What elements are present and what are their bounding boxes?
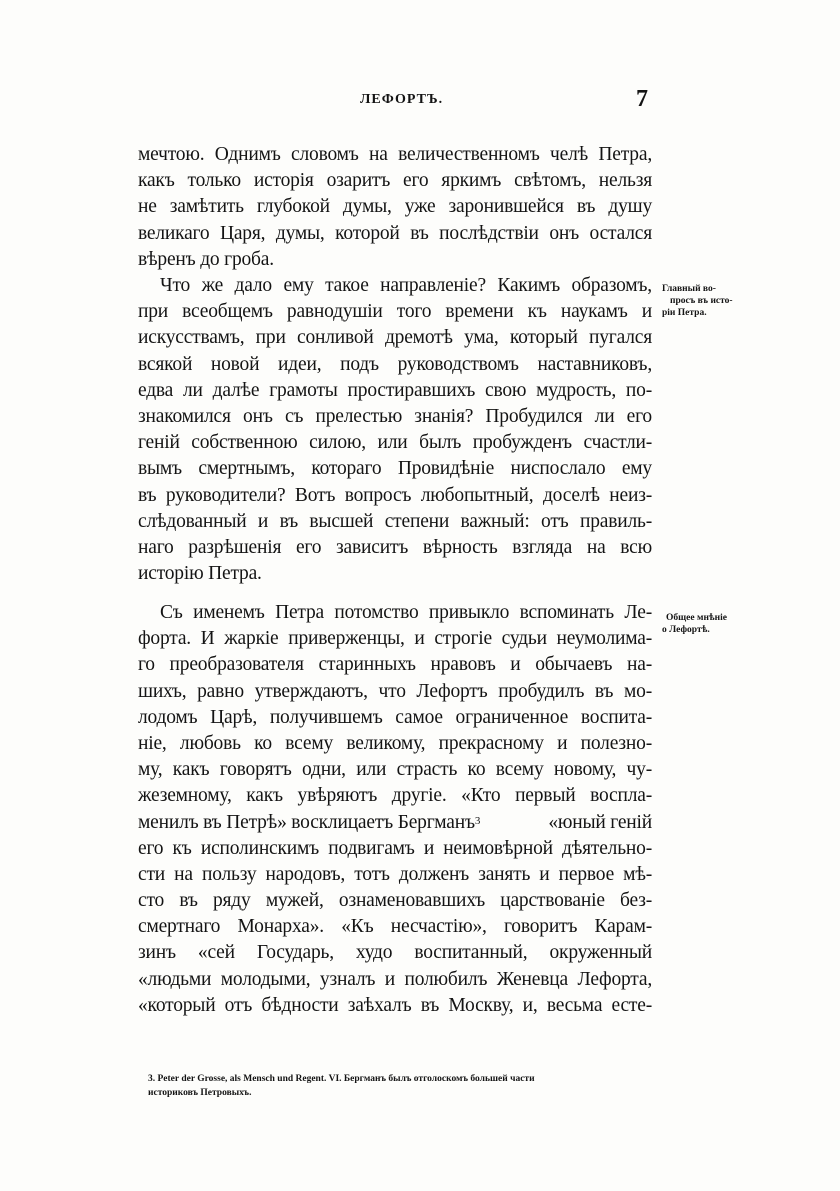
text-line: му, какъ говорятъ одни, или страсть ко всему новому, чу- xyxy=(138,759,652,781)
margin-note-main-question xyxy=(662,283,772,319)
text-line: сти на пользу народовъ, тотъ долженъ занять и первое мѣ- xyxy=(138,863,652,885)
margin-note-line: просъ въ исто- xyxy=(670,296,733,306)
text-line: вымъ смертнымъ, котораго Провидѣніе ниспослало ему xyxy=(138,458,652,480)
text-line: при всеобщемъ равнодушіи того времени къ наукамъ и xyxy=(138,301,652,323)
margin-note-line: Главный во- xyxy=(662,284,716,294)
footnote-reference: 3 xyxy=(474,814,481,827)
running-header: ЛЕФОРТЪ. xyxy=(360,92,444,107)
text-line: зинъ «сей Государь, худо воспитанный, окруженный xyxy=(138,942,652,964)
footnote xyxy=(148,1072,658,1100)
margin-note-line: о Лефортѣ. xyxy=(662,625,710,635)
text-line: форта. И жаркіе приверженцы, и строгіе судьи неумолима- xyxy=(138,628,652,650)
page-number: 7 xyxy=(636,86,648,112)
text-line: шихъ, равно утверждаютъ, что Лефортъ пробудилъ въ мо- xyxy=(138,680,652,702)
text-line: Что же дало ему такое направленіе? Какимъ образомъ, xyxy=(160,275,652,296)
footnote-line: историковъ Петровыхъ. xyxy=(148,1088,252,1098)
text-line: жеземному, какъ увѣряютъ другіе. «Кто первый воспла- xyxy=(138,785,652,807)
text-line: смертнаго Монарха». «Къ несчастію», говоритъ Карам- xyxy=(138,916,652,938)
text-line-with-footnote xyxy=(138,810,652,836)
text-line: знакомился онъ съ прелестью знанія? Пробудился ли его xyxy=(138,405,652,427)
paragraph-main-question xyxy=(138,273,652,587)
text-line: наго разрѣшенія его зависитъ вѣрность взгляда на всю xyxy=(138,536,652,558)
text-line: въ руководители? Вотъ вопросъ любопытный, доселѣ неиз- xyxy=(138,484,652,506)
text-line: слѣдованный и въ высшей степени важный: отъ правиль- xyxy=(138,510,652,532)
text-line: сто въ ряду мужей, ознаменовавшихъ царствованіе без- xyxy=(138,890,652,912)
text-segment: «юный геній xyxy=(543,811,652,833)
margin-note-line: ріи Петра. xyxy=(662,308,707,318)
text-line: исторію Петра. xyxy=(138,563,262,585)
paragraph-general-opinion xyxy=(138,600,652,1019)
text-line: «людьми молодыми, узналъ и полюбилъ Женевца Лефорта, xyxy=(138,968,652,990)
text-line: едва ли далѣе грамоты простиравшихъ свою мудрость, по- xyxy=(138,379,652,401)
margin-note-general-opinion xyxy=(662,612,772,636)
text-line: лодомъ Царѣ, получившемъ самое ограниченное воспита- xyxy=(138,706,652,728)
text-line: вѣренъ до гроба. xyxy=(138,248,274,270)
margin-note-line: Общее мнѣніе xyxy=(666,613,727,623)
text-line: не замѣтить глубокой думы, уже заронившейся въ душу xyxy=(138,196,652,218)
text-line: искусствамъ, при сонливой дремотѣ ума, который пугался xyxy=(138,327,652,349)
text-segment: менилъ въ Петрѣ» восклицаетъ Бергманъ xyxy=(138,811,475,833)
text-line: его къ исполинскимъ подвигамъ и неимовѣрной дѣятельно- xyxy=(138,837,652,859)
text-line: геній собственною силою, или былъ пробужденъ счастли- xyxy=(138,432,652,454)
footnote-line: 3. Peter der Grosse, als Mensch und Regent. VI. Бергманъ былъ отголоскомъ большей части xyxy=(148,1074,535,1084)
text-line: Съ именемъ Петра потомство привыкло вспоминать Ле- xyxy=(160,602,652,623)
text-line: «который отъ бѣдности заѣхалъ въ Москву, и, весьма есте- xyxy=(138,994,652,1016)
text-line: мечтою. Однимъ словомъ на величественномъ челѣ Петра, xyxy=(138,144,652,165)
paragraph-continuation xyxy=(138,142,652,273)
text-line: какъ только исторія озаритъ его яркимъ свѣтомъ, нельзя xyxy=(138,170,652,192)
text-line: великаго Царя, думы, которой въ послѣдствіи онъ остался xyxy=(138,222,652,244)
text-line: ніе, любовь ко всему великому, прекрасному и полезно- xyxy=(138,732,652,754)
text-line: всякой новой идеи, подъ руководствомъ наставниковъ, xyxy=(138,353,652,375)
text-line: го преобразователя старинныхъ нравовъ и обычаевъ на- xyxy=(138,654,652,676)
